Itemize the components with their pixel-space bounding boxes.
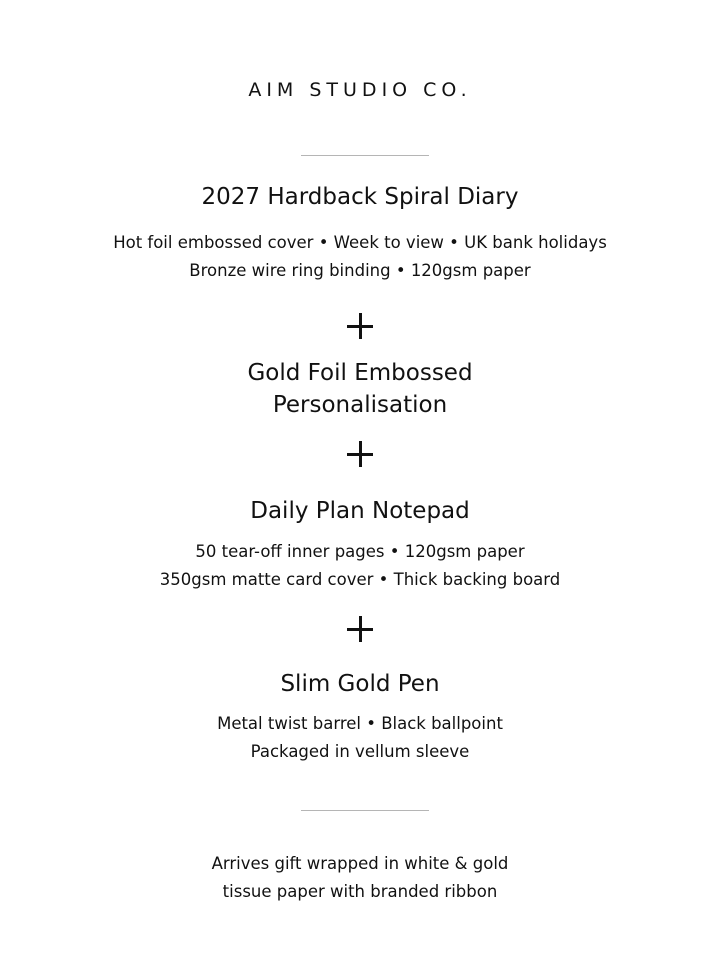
notepad-detail-line-1: 50 tear-off inner pages • 120gsm paper (195, 542, 525, 561)
diary-detail-line-2: Bronze wire ring binding • 120gsm paper (189, 261, 531, 280)
pen-detail-line-1: Metal twist barrel • Black ballpoint (217, 714, 503, 733)
top-divider (301, 155, 429, 156)
notepad-detail-line-2: 350gsm matte card cover • Thick backing board (159, 570, 561, 589)
plus-icon (347, 616, 373, 642)
personalisation-title-line-2: Personalisation (272, 392, 448, 418)
footer-line-1: Arrives gift wrapped in white & gold (211, 854, 509, 873)
pen-detail-line-2: Packaged in vellum sleeve (250, 742, 470, 761)
diary-title: 2027 Hardback Spiral Diary (201, 184, 519, 210)
personalisation-title-line-1: Gold Foil Embossed (247, 360, 473, 386)
plus-icon (347, 441, 373, 467)
notepad-title: Daily Plan Notepad (250, 498, 470, 524)
brand-name: AIM STUDIO CO. (248, 79, 472, 101)
footer-line-2: tissue paper with branded ribbon (222, 882, 498, 901)
bottom-divider (301, 810, 429, 811)
pen-title: Slim Gold Pen (280, 671, 440, 697)
plus-icon (347, 313, 373, 339)
diary-detail-line-1: Hot foil embossed cover • Week to view • UK bank holidays (113, 233, 607, 252)
